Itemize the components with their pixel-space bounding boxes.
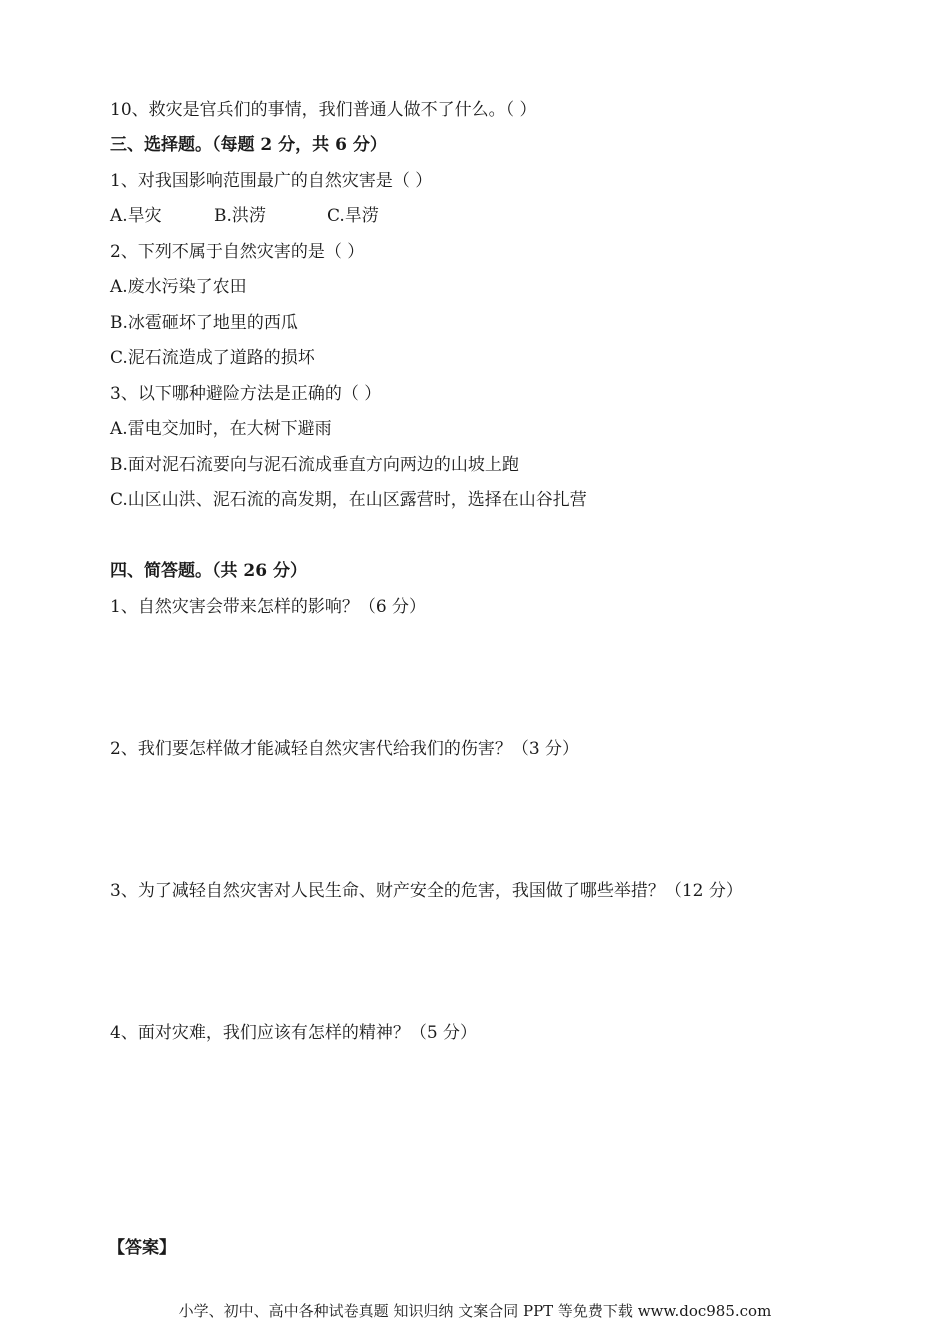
option-c: C.旱涝 bbox=[327, 206, 379, 226]
option-c: C.泥石流造成了道路的损坏 bbox=[110, 348, 315, 368]
choice-question-2: 2、下列不属于自然灾害的是（ ） bbox=[110, 242, 365, 262]
option-a: A.废水污染了农田 bbox=[110, 277, 247, 297]
short-answer-question-2: 2、我们要怎样做才能减轻自然灾害代给我们的伤害？（3 分） bbox=[110, 739, 580, 759]
short-answer-question-1: 1、自然灾害会带来怎样的影响？（6 分） bbox=[110, 597, 427, 617]
section-3-heading: 三、选择题。（每题 2 分，共 6 分） bbox=[110, 135, 387, 155]
choice-question-1: 1、对我国影响范围最广的自然灾害是（ ） bbox=[110, 171, 433, 191]
option-b: B.洪涝 bbox=[214, 206, 266, 226]
option-a: A.雷电交加时，在大树下避雨 bbox=[110, 419, 332, 439]
choice-question-1-options bbox=[110, 204, 379, 228]
short-answer-question-3: 3、为了减轻自然灾害对人民生命、财产安全的危害，我国做了哪些举措？（12 分） bbox=[110, 881, 743, 901]
option-a: A.旱灾 bbox=[110, 206, 162, 226]
answer-heading: 【答案】 bbox=[108, 1238, 176, 1258]
choice-question-3: 3、以下哪种避险方法是正确的（ ） bbox=[110, 384, 382, 404]
section-4-heading: 四、简答题。（共 26 分） bbox=[110, 561, 307, 581]
option-b: B.冰雹砸坏了地里的西瓜 bbox=[110, 313, 298, 333]
page-footer: 小学、初中、高中各种试卷真题 知识归纳 文案合同 PPT 等免费下载 www.doc985.com bbox=[178, 1302, 772, 1320]
option-c: C.山区山洪、泥石流的高发期，在山区露营时，选择在山谷扎营 bbox=[110, 490, 587, 510]
short-answer-question-4: 4、面对灾难，我们应该有怎样的精神？（5 分） bbox=[110, 1023, 478, 1043]
truefalse-question-10: 10、救灾是官兵们的事情，我们普通人做不了什么。（ ） bbox=[110, 100, 537, 120]
option-b: B.面对泥石流要向与泥石流成垂直方向两边的山坡上跑 bbox=[110, 455, 519, 475]
